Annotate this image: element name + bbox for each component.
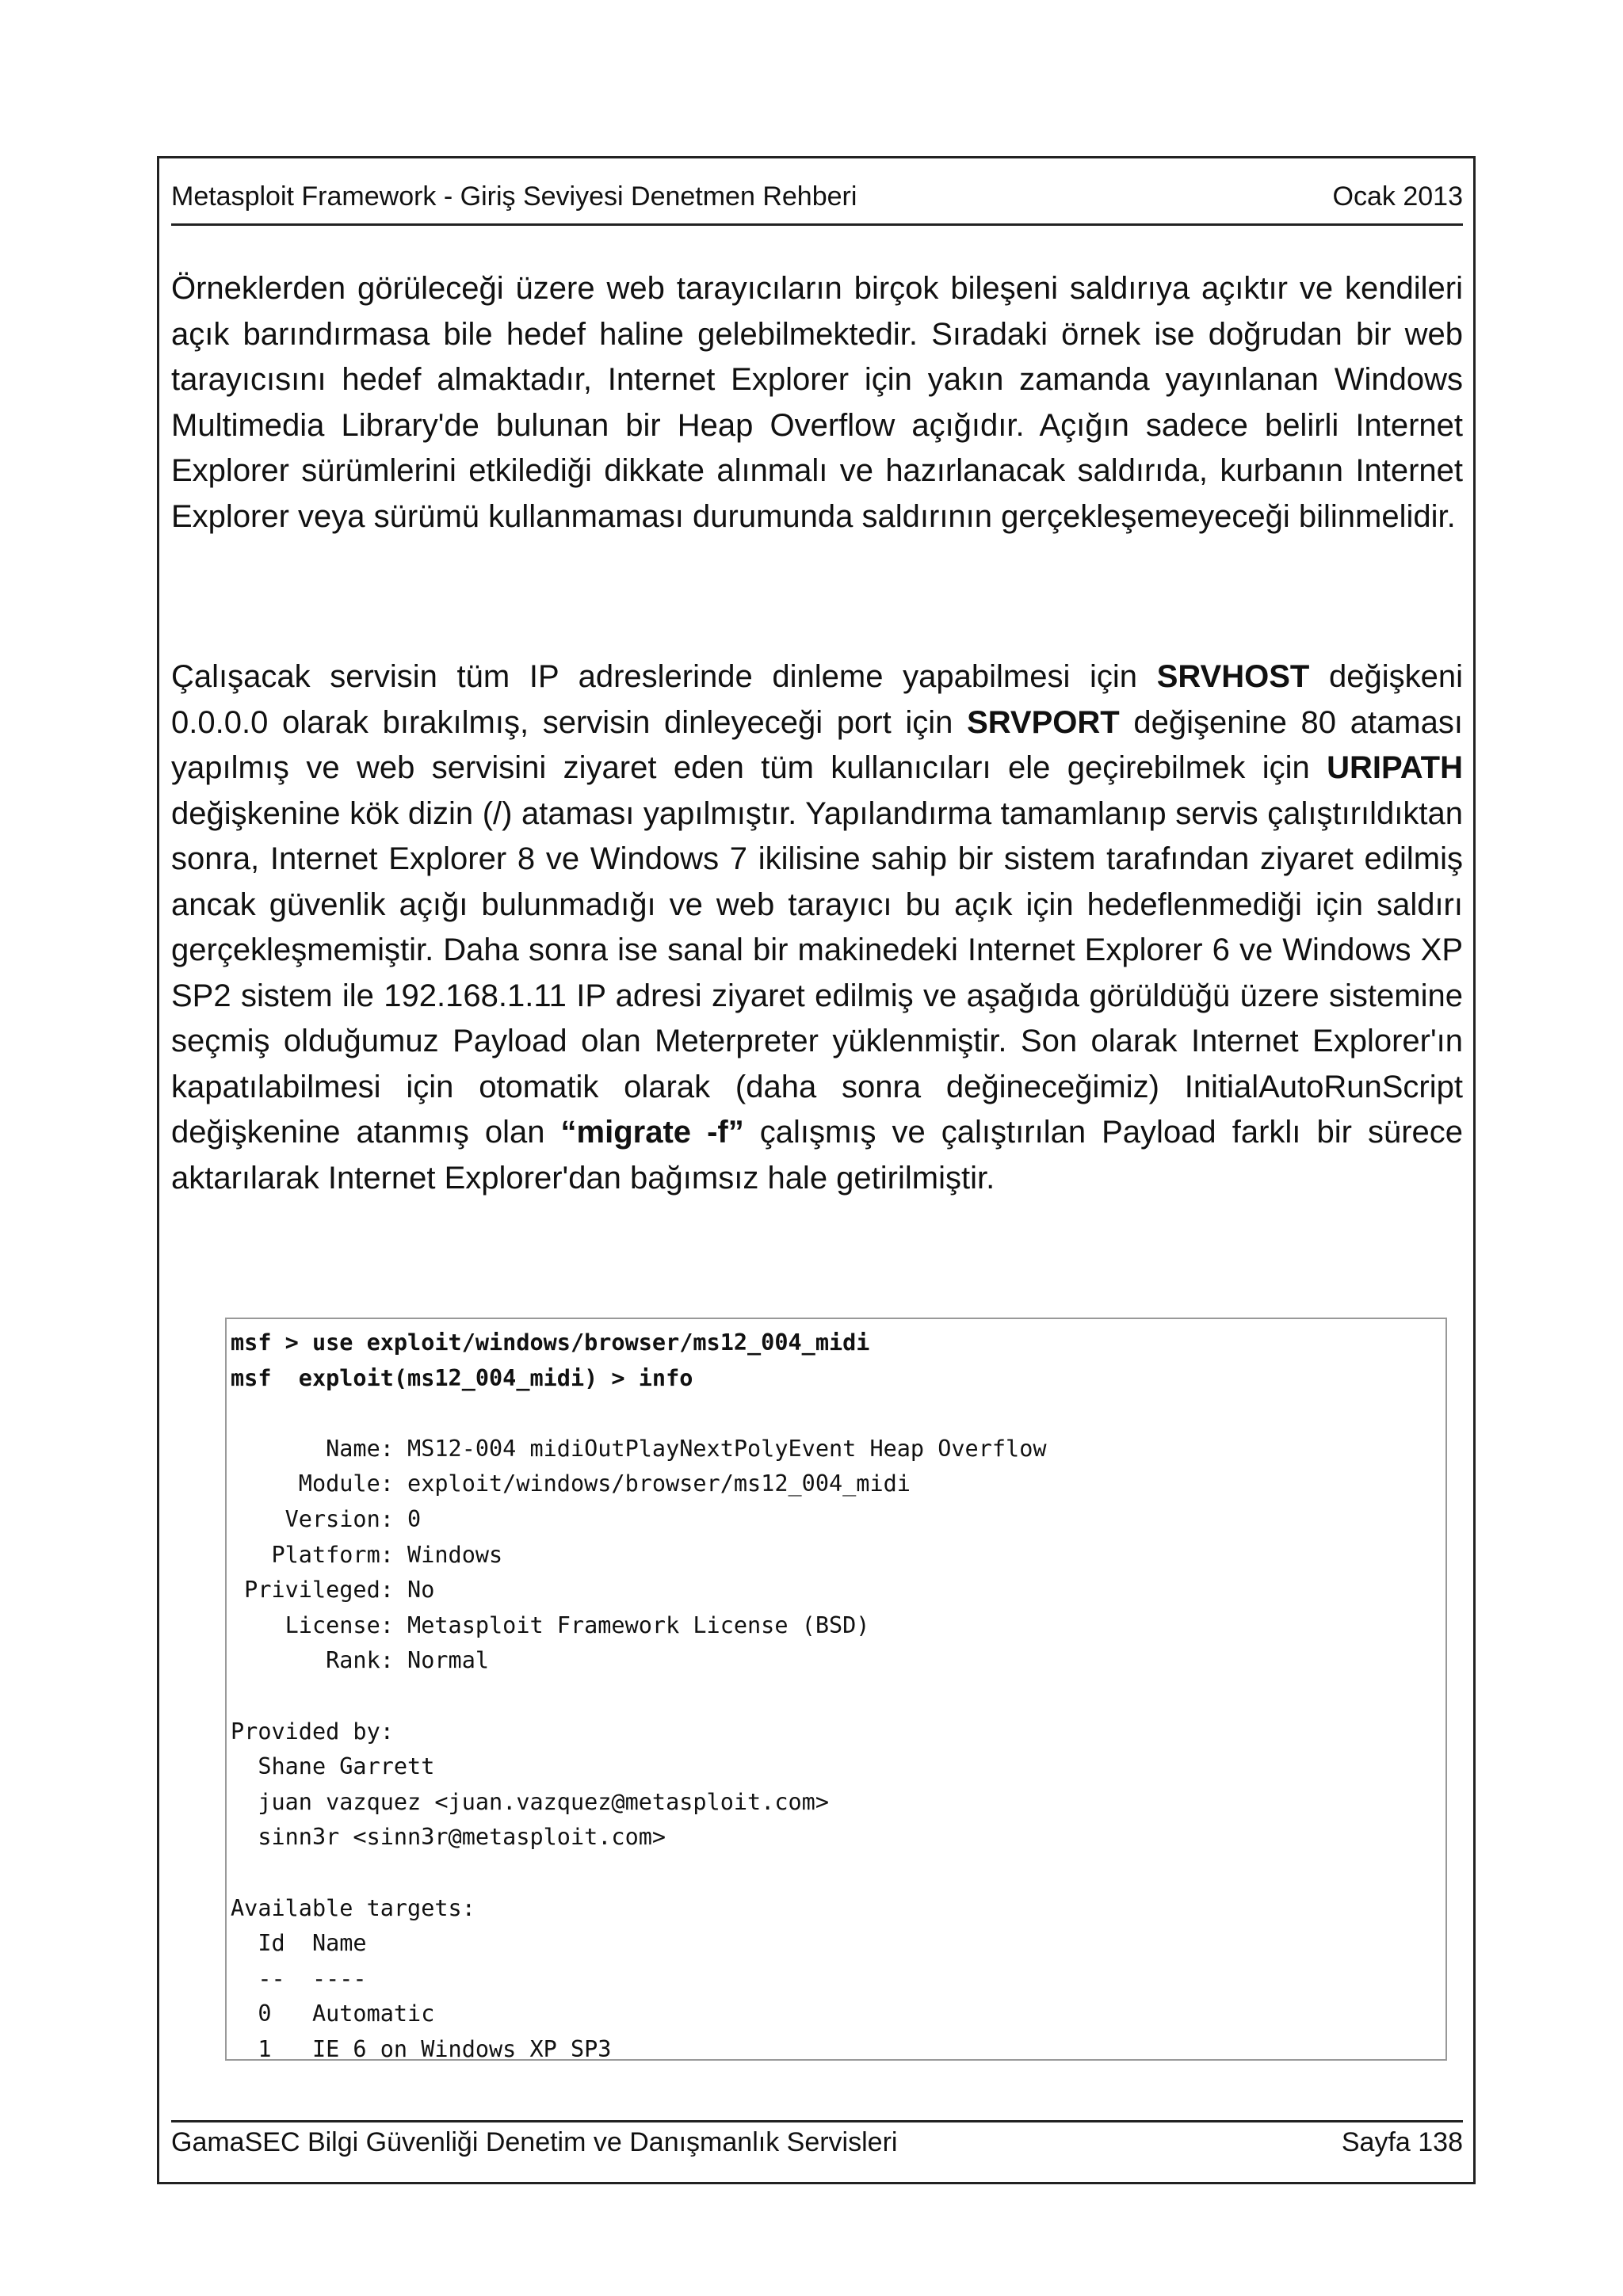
- console-line: sinn3r <sinn3r@metasploit.com>: [231, 1824, 666, 1851]
- console-line: Rank: Normal: [231, 1647, 490, 1674]
- console-line: juan vazquez <juan.vazquez@metasploit.com>: [231, 1788, 829, 1815]
- config-text-5: çalışmış ve çalıştırılan Payload farklı bir sürece aktarılarak Internet Explorer'dan bağımsız hale getirilmiştir.: [171, 1115, 1464, 1196]
- header-divider: [171, 223, 1463, 226]
- console-line: -- ----: [231, 1965, 367, 1992]
- console-line: Available targets:: [231, 1894, 475, 1921]
- header-date: Ocak 2013: [1332, 181, 1463, 212]
- console-line: 0 Automatic: [231, 2000, 435, 2027]
- console-line: Version: 0: [231, 1505, 422, 1532]
- console-output-box: [225, 1318, 1447, 2061]
- footer-company: GamaSEC Bilgi Güvenliği Denetim ve Danışmanlık Servisleri: [171, 2127, 898, 2157]
- footer-divider: [171, 2120, 1463, 2122]
- uripath-keyword: URIPATH: [1327, 750, 1463, 785]
- console-line: Name: MS12-004 midiOutPlayNextPolyEvent Heap Overflow: [231, 1435, 1047, 1462]
- page-footer: [171, 2125, 1463, 2160]
- config-text-4: değişkenine kök dizin (/) ataması yapılmıştır. Yapılandırma tamamlanıp servis çalıştırıldıktan sonra, Internet Explorer 8 ve Windows 7 ikilisine sahip bir sistem tarafından ziyaret edilmiş ancak güvenlik açığı bulunmadığı ve web tarayıcı bu açık için hedeflenmediği için saldırı gerçekleşmemiştir. Daha sonra ise sanal bir makinedeki Internet Explorer 6 ve Windows XP SP2 sistem ile 192.168.1.11 IP adresi ziyaret edilmiş ve aşağıda görüldüğü üzere sistemine seçmiş olduğumuz Payload olan Meterpreter yüklenmiştir. Son olarak Internet Explorer'ın kapatılabilmesi için otomatik olarak (daha sonra değineceğimiz) InitialAutoRunScript değişkenine atanmış olan: [171, 795, 1463, 1150]
- console-line: Shane Garrett: [231, 1753, 435, 1780]
- console-line: Platform: Windows: [231, 1541, 503, 1568]
- config-text-2: değişkeni 0.0.0.0 olarak bırakılmış, servisin dinleyeceği port için: [171, 659, 1463, 740]
- srvport-keyword: SRVPORT: [967, 704, 1120, 740]
- console-line: msf > use exploit/windows/browser/ms12_004_midi: [231, 1329, 870, 1356]
- console-line: Id Name: [231, 1930, 367, 1957]
- intro-paragraph: Örneklerden görüleceği üzere web tarayıcıların birçok bileşeni saldırıya açıktır ve kendileri açık barındırmasa bile hedef haline gelebilmektedir. Sıradaki örnek ise doğrudan bir web tarayıcısını hedef almaktadır, Internet Explorer için yakın zamanda yayınlanan Windows Multimedia Library'de bulunan bir Heap Overflow açığıdır. Açığın sadece belirli Internet Explorer sürümlerini etkilediği dikkate alınmalı ve hazırlanacak saldırıda, kurbanın Internet Explorer veya sürümü kullanmaması durumunda saldırının gerçekleşemeyeceği bilinmelidir.: [171, 271, 1463, 534]
- config-text-1: Çalışacak servisin tüm IP adreslerinde dinleme yapabilmesi için: [171, 659, 1157, 694]
- srvhost-keyword: SRVHOST: [1156, 659, 1310, 694]
- console-line: License: Metasploit Framework License (BSD): [231, 1611, 870, 1638]
- page-header: [171, 181, 1463, 212]
- console-output: [227, 1319, 1445, 2067]
- config-paragraph: [171, 654, 1463, 1201]
- console-line: msf exploit(ms12_004_midi) > info: [231, 1364, 693, 1391]
- page-number: Sayfa 138: [1341, 2127, 1463, 2157]
- config-text-3: değişenine 80 ataması yapılmış ve web servisini ziyaret eden tüm kullanıcıları ele geçirebilmek için: [171, 704, 1463, 785]
- console-line: Privileged: No: [231, 1577, 435, 1604]
- header-title: Metasploit Framework - Giriş Seviyesi Denetmen Rehberi: [171, 181, 857, 212]
- migrate-command: “migrate -f”: [560, 1115, 744, 1150]
- console-line: 1 IE 6 on Windows XP SP3: [231, 2035, 612, 2062]
- console-line: Module: exploit/windows/browser/ms12_004_midi: [231, 1470, 911, 1497]
- console-line: Provided by:: [231, 1718, 394, 1745]
